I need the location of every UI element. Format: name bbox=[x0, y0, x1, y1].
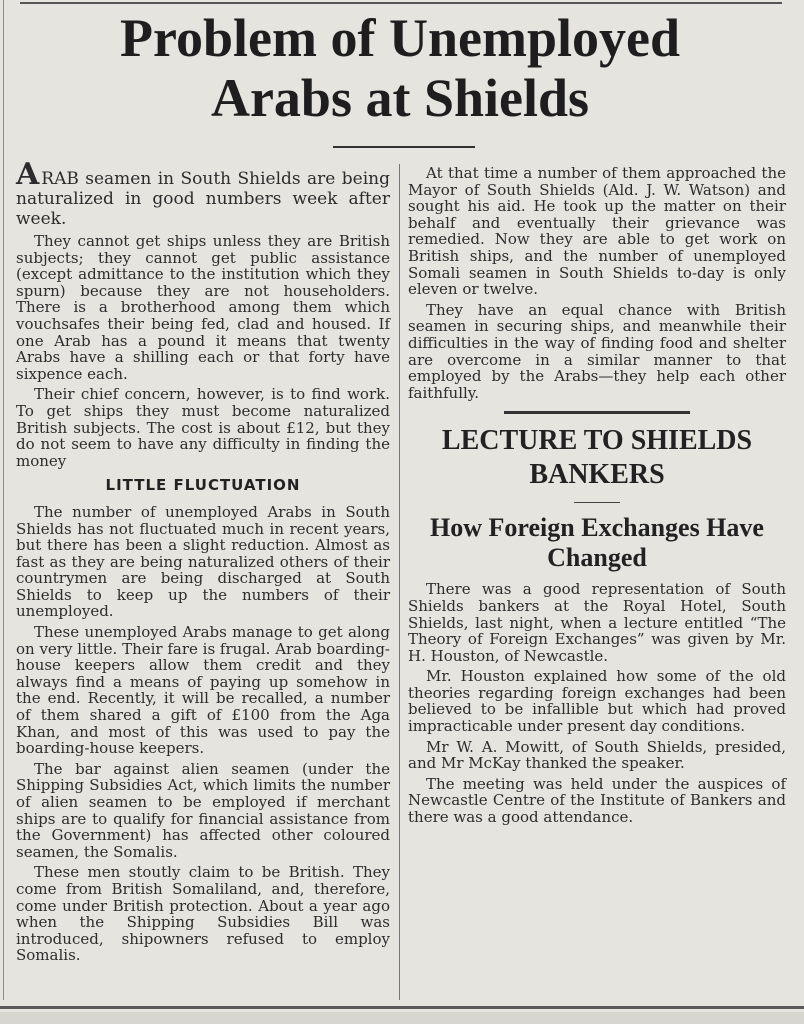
section-subheading: LITTLE FLUCTUATION bbox=[105, 476, 301, 495]
lecture-paragraph: Mr. Houston explained how some of the old theories regarding foreign exchanges had been believed to be infallible but which had proved impracticable under present day conditions. bbox=[408, 667, 786, 736]
lecture-rule bbox=[574, 502, 620, 503]
bottom-rule bbox=[0, 1006, 804, 1009]
column-divider bbox=[399, 164, 400, 1000]
article-paragraph: These unemployed Arabs manage to get along on very little. Their fare is frugal. Arab boarding-house keepers allow them credit and they always find a means of paying up somehow in the end. Recently, it will be recalled, a number of them shared a gift of £100 from the Aga Khan, and most of this was used to pay the boarding-house keepers. bbox=[16, 623, 390, 758]
top-rule bbox=[20, 2, 782, 4]
article-paragraph: The number of unemployed Arabs in South Shields has not fluctuated much in recent years, but there has been a slight reduction. Almost as fast as they are being naturalized others of their countrymen are being discharged at South Shields to keep up the numbers of their unemployed. bbox=[16, 502, 390, 621]
lecture-paragraph: The meeting was held under the auspices of Newcastle Centre of the Institute of Bankers and there was a good attendance. bbox=[408, 774, 786, 827]
article-paragraph: ARAB seamen in South Shields are being naturalized in good numbers week after week. bbox=[16, 157, 390, 229]
lecture-headline: LECTURE TO SHIELDS BANKERS bbox=[441, 425, 753, 491]
headline-rule bbox=[333, 146, 475, 148]
article-paragraph: They have an equal chance with British seamen in securing ships, and meanwhile their difficulties in the way of finding food and shelter are overcome in a similar manner to that employed by the Arabs—they help each other faithfully. bbox=[408, 300, 786, 402]
drop-cap: A bbox=[16, 157, 40, 192]
left-column bbox=[16, 157, 390, 968]
article-paragraph: They cannot get ships unless they are British subjects; they cannot get public assistance (except admittance to the institution which they spurn) because they are not householders. There is a brotherhood among them which vouchsafes their being fed, clad and housed. If one Arab has a pound it means that twenty Arabs have a shilling each or that forty have sixpence each. bbox=[16, 232, 390, 383]
article-headline bbox=[20, 8, 780, 128]
article-paragraph: The bar against alien seamen (under the Shipping Subsidies Act, which limits the number of alien seamen to be employed if merchant ships are to qualify for financial assistance from the Government) has affected other coloured seamen, the Somalis. bbox=[16, 759, 390, 861]
lecture-paragraph: There was a good representation of South Shields bankers at the Royal Hotel, South Shields, last night, when a lecture entitled “The Theory of Foreign Exchanges” was given by Mr. H. Houston, of Newcastle. bbox=[408, 580, 786, 665]
page-edge bbox=[0, 1012, 804, 1024]
lecture-paragraph: Mr W. A. Mowitt, of South Shields, presided, and Mr McKay thanked the speaker. bbox=[408, 737, 786, 773]
left-margin-rule bbox=[3, 0, 4, 1000]
section-rule bbox=[504, 411, 690, 414]
article-paragraph: At that time a number of them approached the Mayor of South Shields (Ald. J. W. Watson) and sought his aid. He took up the matter on their behalf and eventually their grievance was remedied. Now they are able to get work on British ships, and the number of unemployed Somali seamen in South Shields to-day is only eleven or twelve. bbox=[408, 164, 786, 299]
lecture-subheadline: How Foreign Exchanges Have Changed bbox=[430, 513, 764, 573]
article-paragraph: Their chief concern, however, is to find work. To get ships they must become naturalized British subjects. The cost is about £12, but they do not seem to have any difficulty in finding the money bbox=[16, 385, 390, 470]
right-column bbox=[408, 165, 786, 830]
headline-line-2: Arabs at Shields bbox=[210, 68, 590, 128]
headline-line-1: Problem of Unemployed bbox=[120, 8, 680, 68]
article-paragraph: These men stoutly claim to be British. They come from British Somaliland, and, therefore, come under British protection. About a year ago when the Shipping Subsidies Bill was introduced, shipowners refused to employ Somalis. bbox=[16, 863, 390, 965]
